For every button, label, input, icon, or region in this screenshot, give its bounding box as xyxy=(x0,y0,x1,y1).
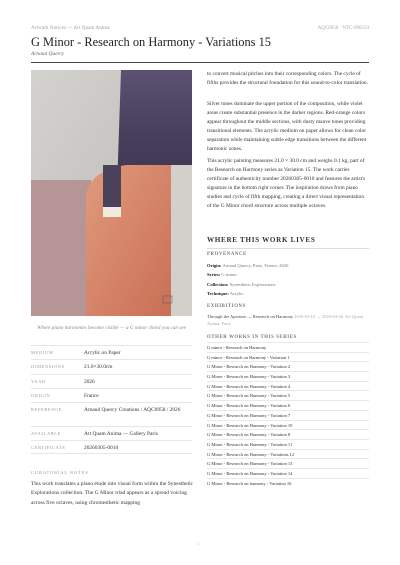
detail-row-reference xyxy=(31,402,192,426)
provenance-value: Synesthetic Explorations xyxy=(229,282,276,287)
provenance-label: Technique: xyxy=(207,291,229,296)
detail-row-available xyxy=(31,426,192,440)
artwork-caption: Where piano harmonies become visible — a G minor chord you can see xyxy=(37,325,186,331)
provenance-label: Origin: xyxy=(207,263,222,268)
provenance-heading: PROVENANCE xyxy=(207,252,247,257)
title-divider xyxy=(31,62,369,63)
detail-value: France xyxy=(84,393,99,399)
reference-code: AQC0958 · NTC-090534 xyxy=(317,26,369,31)
exhibition-dates: 2026-02-10 → 2026-04-30, Art Quam Anima, Paris xyxy=(207,314,363,326)
other-work-link[interactable]: G Minor - Research on harmony - Variation 16 xyxy=(207,478,369,488)
detail-value: 21.0×30.0cm xyxy=(84,364,113,370)
provenance-value: Acrylic xyxy=(229,291,244,296)
other-work-link[interactable]: G Minor - Research on Harmony - Variation 14 xyxy=(207,468,369,478)
other-work-link[interactable]: G Minor - Research on Harmony - Variation 13 xyxy=(207,458,369,468)
other-work-link[interactable]: G Minor - Research on Harmony - Variation 6 xyxy=(207,400,369,410)
other-work-link[interactable]: G Minor - Research on Harmony - Variations 12 xyxy=(207,449,369,459)
detail-label: AVAILABLE xyxy=(31,431,61,436)
provenance-technique xyxy=(207,291,243,296)
exhibition-entry[interactable] xyxy=(207,314,369,327)
provenance-series xyxy=(207,272,237,277)
exhibition-title: Through the Aperture — Research on Harmony xyxy=(207,314,293,319)
detail-value[interactable]: Art Quam Anima — Gallery Paris xyxy=(84,431,158,437)
other-works-heading: OTHER WORKS IN THIS SERIES xyxy=(207,335,297,340)
artist-name: Arnaud Quercy xyxy=(31,51,65,57)
detail-label: DIMENSIONS xyxy=(31,364,65,369)
description-paragraph-2: Silver tones dominate the upper portion of the composition, while violet areas create substantial presence in the darker regions. Red-orange colors appear throughout the middle sections, with dusty mauve tones providing transitional elements. The acrylic medium on paper allows for clean color separation while maintaining subtle edge transitions between the different harmonic zones. xyxy=(207,101,367,153)
detail-value: Acrylic on Paper xyxy=(84,350,121,356)
details-table xyxy=(31,345,192,454)
artwork-image[interactable] xyxy=(31,70,192,316)
provenance-value: G minor xyxy=(221,272,237,277)
other-work-link[interactable]: G minor - Research on Harmony xyxy=(207,342,369,352)
detail-value: Arnaud Quercy Creations / AQC0958 / 2026 xyxy=(84,407,181,413)
other-work-link[interactable]: G Minor - Research on Harmony - Variation 11 xyxy=(207,439,369,449)
other-work-link[interactable]: G Minor - Research on Harmony - Variation 10 xyxy=(207,420,369,430)
other-work-link[interactable]: G Minor - Research on Harmony - Variation 4 xyxy=(207,381,369,391)
other-work-link[interactable]: G minor - Research on Harmony - Variation 1 xyxy=(207,352,369,362)
other-work-link[interactable]: G Minor - Research on Harmony - Variation 2 xyxy=(207,361,369,371)
other-works-list xyxy=(207,342,369,487)
other-work-link[interactable]: G Minor - Research on Harmony - Variation 8 xyxy=(207,429,369,439)
detail-row-dimensions xyxy=(31,359,192,374)
breadcrumb[interactable]: Artwork Notices — Art Quam Anima xyxy=(31,26,110,31)
curatorial-notes-text: This work translates a piano étude into visual form within the Synesthetic Explorations collection. The G Minor triad appears as a spread voicing across five octaves, using chromesthetic mapping xyxy=(31,481,194,506)
provenance-label: Collection: xyxy=(207,282,229,287)
provenance-collection xyxy=(207,282,275,287)
section-divider xyxy=(207,248,369,249)
where-work-lives-heading: WHERE THIS WORK LIVES xyxy=(207,236,316,244)
other-work-link[interactable]: G Minor - Research on Harmony - Variation 5 xyxy=(207,390,369,400)
detail-label: CERTIFICATE xyxy=(31,445,66,450)
detail-value: 20260305-0010 xyxy=(84,445,119,451)
detail-value: 2026 xyxy=(84,379,95,385)
detail-row-year xyxy=(31,374,192,388)
description-paragraph-1: to convert musical pitches into their corresponding colors. The cycle of fifths provides the structural foundation for this sound-to-color translation. xyxy=(207,71,368,87)
detail-label: ORIGIN xyxy=(31,393,51,398)
provenance-origin xyxy=(207,263,288,268)
detail-label: REFERENCE xyxy=(31,407,63,412)
page-number: 1 xyxy=(197,541,200,546)
provenance-label: Series: xyxy=(207,272,221,277)
exhibitions-heading: EXHIBITIONS xyxy=(207,304,246,309)
detail-row-medium xyxy=(31,345,192,359)
detail-label: YEAR xyxy=(31,379,46,384)
detail-row-origin xyxy=(31,388,192,402)
curatorial-notes-heading: CURATORIAL NOTES xyxy=(31,470,89,475)
detail-row-certificate xyxy=(31,440,192,454)
detail-label: MEDIUM xyxy=(31,350,54,355)
top-bar xyxy=(31,26,369,34)
provenance-value: Arnaud Quercy, Paris, France, 2026 xyxy=(222,263,289,268)
other-work-link[interactable]: G Minor - Research on Harmony - Variation 7 xyxy=(207,410,369,420)
description-paragraph-3: This acrylic painting measures 21.0 × 30.0 cm and weighs 0.1 kg, part of the Research on Harmony series as Variation 15. The work carries certificate of authenticity number 20260305-0010 and features the artist's signature in the bottom right corner. The inspiration draws from piano studies and cycle of fifth mapping, creating a direct visual representation of the G Minor chord structure across multiple octaves. xyxy=(207,158,366,210)
other-work-link[interactable]: G Minor - Research on Harmony - Variation 3 xyxy=(207,371,369,381)
page-title: G Minor - Research on Harmony - Variations 15 xyxy=(31,35,271,49)
